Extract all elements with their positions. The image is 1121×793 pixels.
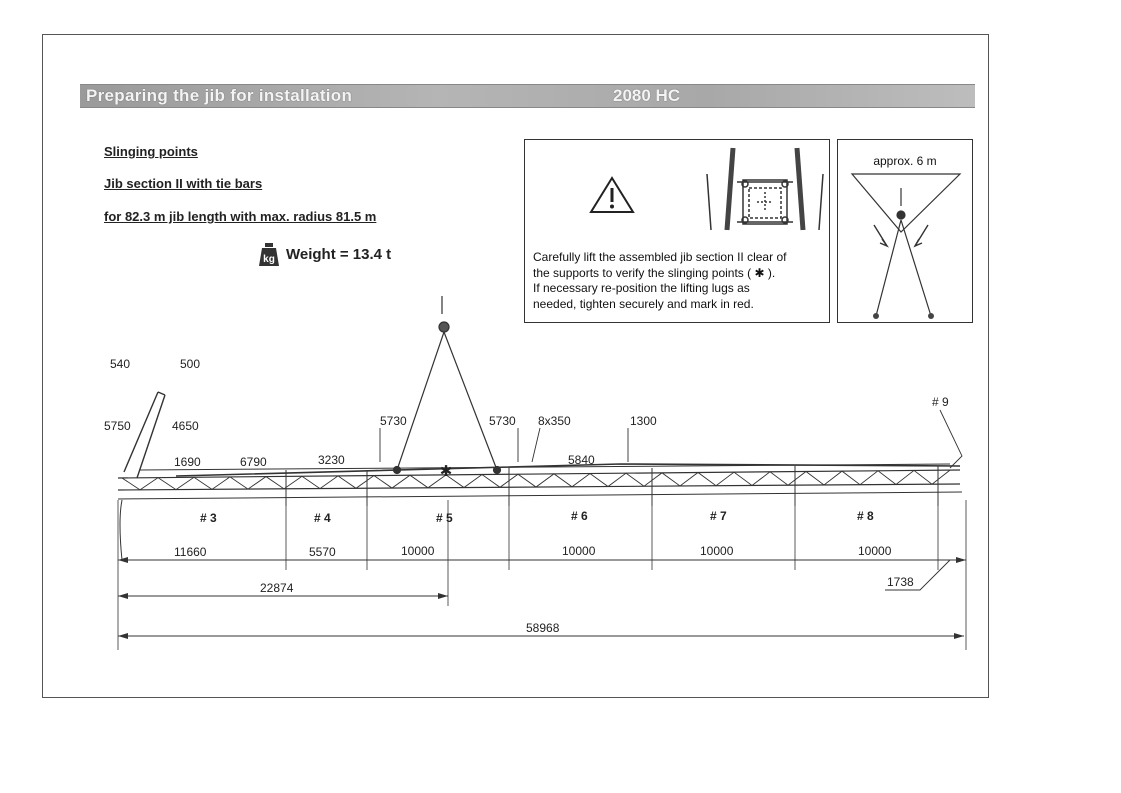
- label-8x350: 8x350: [538, 414, 571, 428]
- label-500: 500: [180, 357, 201, 371]
- section-label: # 6: [571, 509, 588, 523]
- section-label: # 3: [200, 511, 217, 525]
- label-section-9: # 9: [932, 395, 949, 409]
- dim-10000: 10000: [858, 544, 892, 558]
- weight-value: Weight = 13.4 t: [286, 246, 392, 263]
- label-3230: 3230: [318, 453, 345, 467]
- kg-icon-label: kg: [263, 254, 275, 265]
- label-5730-right: 5730: [489, 414, 516, 428]
- dim-10000: 10000: [562, 544, 596, 558]
- note-line: needed, tighten securely and mark in red.: [533, 296, 754, 311]
- label-1690: 1690: [174, 455, 201, 469]
- label-6790: 6790: [240, 455, 267, 469]
- dim-1738: 1738: [887, 575, 914, 589]
- sling-spread-label: approx. 6 m: [873, 154, 937, 168]
- jib-lattice: [118, 296, 966, 650]
- note-line: If necessary re-position the lifting lugs as: [533, 281, 750, 295]
- dim-10000: 10000: [401, 544, 435, 558]
- section-label: # 7: [710, 509, 727, 523]
- dim-10000: 10000: [700, 544, 734, 558]
- section-label: # 5: [436, 511, 453, 525]
- dim-11660: 11660: [174, 545, 207, 559]
- heading-slinging-points: Slinging points: [104, 144, 198, 159]
- dim-58968: 58968: [526, 621, 560, 635]
- crane-model: 2080 HC: [613, 86, 681, 105]
- dim-22874: 22874: [260, 581, 294, 595]
- label-540: 540: [110, 357, 131, 371]
- label-4650: 4650: [172, 419, 199, 433]
- label-1300: 1300: [630, 414, 657, 428]
- label-5840: 5840: [568, 453, 595, 467]
- heading-jib-section: Jib section II with tie bars: [104, 176, 263, 191]
- label-5750: 5750: [104, 419, 131, 433]
- heading-jib-length: for 82.3 m jib length with max. radius 81.5 m: [104, 209, 377, 224]
- page-title: Preparing the jib for installation: [86, 86, 353, 105]
- dim-5570: 5570: [309, 545, 336, 559]
- slinging-point-marker: ✱: [439, 463, 453, 480]
- note-line: Carefully lift the assembled jib section II clear of: [533, 250, 787, 264]
- note-line: the supports to verify the slinging points ( ✱ ).: [533, 265, 776, 280]
- section-label: # 4: [314, 511, 331, 525]
- section-label: # 8: [857, 509, 874, 523]
- label-5730-left: 5730: [380, 414, 407, 428]
